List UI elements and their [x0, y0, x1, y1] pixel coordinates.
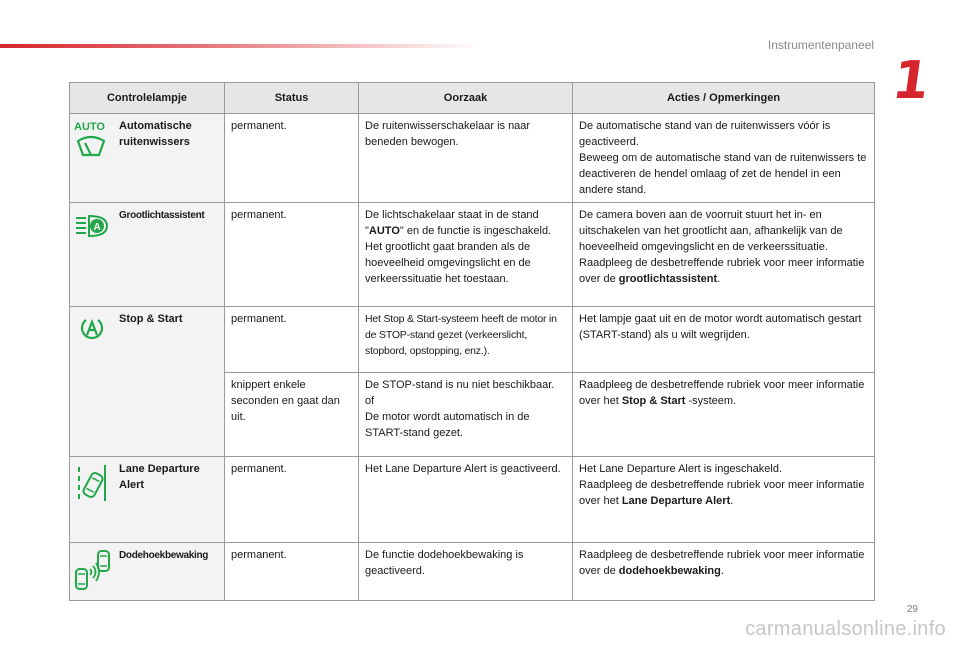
row-action: De camera boven aan de voorruit stuurt het in- en uitschakelen van het grootlicht aan, afhankelijk van de hoeveelheid omgevingslicht en de verkeerssituatie. Raadpleeg de desbetreffende rubriek voor meer informatie over de grootlichtassistent. [573, 203, 875, 307]
section-number: 1 [888, 51, 934, 111]
header-accent-bar [0, 44, 480, 48]
section-title: Instrumentenpaneel [767, 38, 874, 52]
watermark: carmanualsonline.info [745, 618, 946, 640]
row-cause: De STOP-stand is nu niet beschikbaar. of De motor wordt automatisch in de START-stand gezet. [359, 373, 573, 457]
row-status: permanent. [225, 114, 359, 203]
stop-start-icon [79, 315, 105, 341]
row-action: De automatische stand van de ruitenwissers vóór is geactiveerd. Beweeg om de automatische stand van de ruitenwissers te deactiveren de hendel omlaag of zet de hendel in een andere stand. [573, 114, 875, 203]
row-status: permanent. [225, 307, 359, 373]
table-row [70, 203, 875, 307]
row-name: Stop & Start [115, 307, 225, 457]
row-cause: Het Lane Departure Alert is geactiveerd. [359, 457, 573, 543]
table-row [70, 114, 875, 203]
auto-icon-text: AUTO [74, 121, 105, 133]
row-cause: De functie dodehoekbewaking is geactiveerd. [359, 543, 573, 601]
row-cause: De ruitenwisserschakelaar is naar beneden bewogen. [359, 114, 573, 203]
row-name: Automatische ruitenwissers [115, 114, 225, 203]
table-row [70, 307, 875, 373]
row-action: Raadpleeg de desbetreffende rubriek voor meer informatie over het Stop & Start -systeem. [573, 373, 875, 457]
table-row [70, 457, 875, 543]
row-name: Dodehoekbewaking [119, 550, 209, 561]
table-row [70, 543, 875, 601]
row-action: Het lampje gaat uit en de motor wordt automatisch gestart (START-stand) als u wilt wegrijden. [573, 307, 875, 373]
row-status: permanent. [225, 457, 359, 543]
header-controlelampje: Controlelampje [70, 83, 225, 114]
row-name: Lane Departure Alert [115, 457, 225, 543]
page-number: 29 [906, 604, 918, 615]
row-status: permanent. [225, 203, 359, 307]
auto-wiper-icon [73, 119, 109, 163]
header-status: Status [225, 83, 359, 114]
lane-departure-icon [76, 463, 108, 503]
row-status: permanent. [225, 543, 359, 601]
row-cause: De lichtschakelaar staat in de stand "AUTO" en de functie is ingeschakeld. Het grootlicht gaat branden als de hoeveelheid omgevingslicht en de verkeerssituatie het toestaan. [359, 203, 573, 307]
svg-text:A: A [93, 222, 101, 233]
header-oorzaak: Oorzaak [359, 83, 573, 114]
row-action: Het Lane Departure Alert is ingeschakeld. Raadpleeg de desbetreffende rubriek voor meer informatie over het Lane Departure Alert. [573, 457, 875, 543]
blind-spot-icon [73, 549, 111, 593]
warning-lights-table [69, 82, 875, 601]
row-status: knippert enkele seconden en gaat dan uit. [225, 373, 359, 457]
row-name: Grootlichtassistent [119, 210, 205, 221]
header-acties: Acties / Opmerkingen [573, 83, 875, 114]
table-header-row [70, 83, 875, 114]
high-beam-assist-icon [75, 213, 109, 239]
row-action: Raadpleeg de desbetreffende rubriek voor meer informatie over de dodehoekbewaking. [573, 543, 875, 601]
row-cause: Het Stop & Start-systeem heeft de motor in de STOP-stand gezet (verkeerslicht, stopbord, opstopping, enz.). [359, 307, 573, 373]
